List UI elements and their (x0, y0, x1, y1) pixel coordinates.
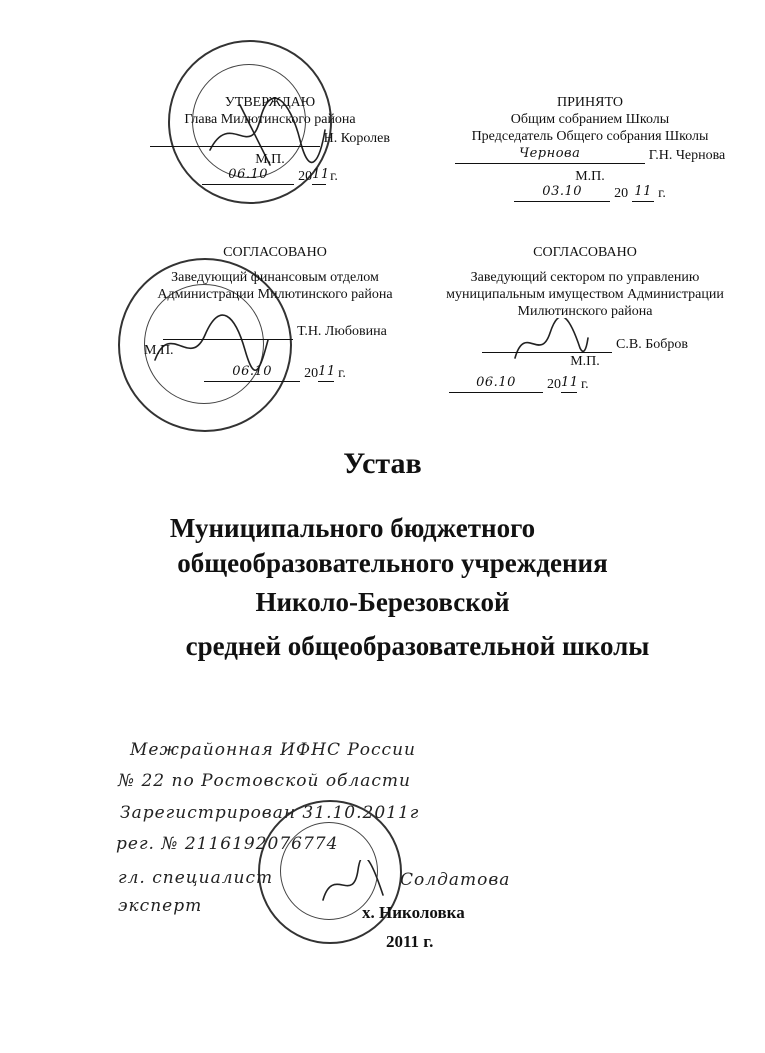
agreed-property-year: 11 (561, 375, 579, 390)
document-subtitle-line2: общеобразовательного учреждения (177, 548, 608, 578)
agreed-finance-mp: М.П. (144, 343, 174, 358)
document-subtitle-line4: средней общеобразовательной школы (185, 631, 650, 661)
accepted-block (430, 94, 750, 202)
accepted-heading: ПРИНЯТО (557, 95, 623, 110)
approved-role: Глава Милютинского района (184, 112, 356, 127)
accepted-year-line (632, 186, 654, 202)
agreed-property-date-line (449, 377, 543, 393)
agreed-finance-line1: Заведующий финансовым отделом (171, 270, 379, 285)
agreed-finance-year-line (318, 366, 334, 382)
agreed-property-block (425, 244, 745, 393)
accepted-signature: Чернова (519, 146, 581, 161)
approved-year-line (312, 167, 330, 185)
accepted-mp: М.П. (575, 169, 605, 184)
approved-heading: УТВЕРЖДАЮ (224, 95, 316, 110)
document-title: Устав (343, 447, 422, 480)
accepted-year-prefix: 20 (614, 186, 629, 201)
accepted-date: 03.10 (542, 184, 583, 199)
agreed-property-heading: СОГЛАСОВАНО (533, 245, 637, 260)
registration-line6: эксперт (118, 896, 203, 916)
agreed-property-line3: Милютинского района (517, 304, 653, 319)
agreed-property-line1: Заведующий сектором по управлению (470, 270, 700, 285)
agreed-finance-year-suffix: г. (338, 366, 346, 381)
registration-signer: Солдатова (400, 870, 511, 890)
registration-line2: № 22 по Ростовской области (118, 771, 411, 791)
approved-signature-line (150, 131, 320, 147)
agreed-finance-signer: Т.Н. Любовина (297, 324, 387, 339)
approved-year: 11 (312, 167, 330, 182)
agreed-property-date: 06.10 (476, 375, 516, 390)
agreed-finance-year-prefix: 20 (304, 366, 319, 381)
document-subtitle-line1: Муниципального бюджетного (169, 513, 536, 543)
agreed-property-year-suffix: г. (581, 377, 589, 392)
approved-year-suffix: г. (330, 169, 338, 184)
registration-line4: рег. № 2116192076774 (116, 834, 339, 854)
registration-line1: Межрайонная ИФНС России (130, 740, 416, 760)
approved-signer: Н. Королев (323, 131, 390, 146)
accepted-signature-line (455, 148, 645, 164)
agreed-finance-line2: Администрации Милютинского района (157, 287, 393, 302)
footer-year: 2011 г. (386, 932, 434, 951)
accepted-signer: Г.Н. Чернова (648, 148, 726, 163)
accepted-date-line (514, 186, 610, 202)
agreed-property-signature-line (482, 337, 612, 353)
registration-line5: гл. специалист (118, 868, 274, 888)
agreed-property-year-prefix: 20 (547, 377, 561, 392)
registration-line3: Зарегистрирован 31.10.2011г (120, 803, 420, 823)
agreed-finance-block (130, 244, 420, 382)
agreed-property-line2: муниципальным имуществом Администрации (446, 287, 724, 302)
accepted-year: 11 (634, 184, 652, 199)
approved-date: 06.10 (228, 167, 269, 182)
agreed-property-mp: М.П. (570, 354, 600, 369)
agreed-finance-year: 11 (318, 364, 336, 379)
accepted-line2: Председатель Общего собрания Школы (471, 129, 709, 144)
footer-place: х. Николовка (362, 903, 465, 922)
accepted-line1: Общим собранием Школы (510, 112, 670, 127)
agreed-property-signer: С.В. Бобров (616, 337, 688, 352)
approved-block (150, 94, 390, 185)
accepted-year-suffix: г. (658, 186, 666, 201)
agreed-finance-heading: СОГЛАСОВАНО (223, 245, 327, 260)
approved-mp: М.П. (255, 152, 285, 167)
agreed-finance-date: 06.10 (232, 364, 273, 379)
approved-date-line (202, 169, 294, 185)
agreed-finance-date-line (204, 366, 300, 382)
document-subtitle-line3: Николо-Березовской (255, 587, 510, 617)
approved-year-prefix: 20 (298, 169, 313, 184)
agreed-property-year-line (561, 377, 577, 393)
agreed-finance-signature-line (163, 324, 293, 340)
